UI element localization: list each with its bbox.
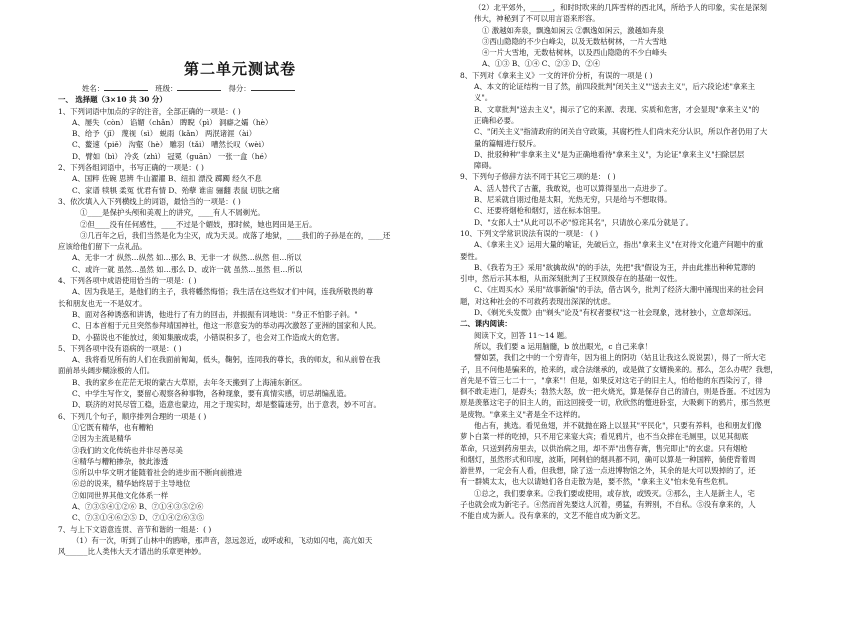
text-line: C、⑦③①④⑥②⑤ D、⑦①④②⑥③⑤ — [72, 513, 205, 523]
text-line: 面前昂头阔步糊涂极的人们。 — [58, 366, 155, 376]
text-line: A、屡失（còn） 谄媚（chǎn） 睥睨（pì） 洞癖之孀（hè） — [72, 117, 273, 127]
left-column — [58, 54, 428, 557]
text-line: 7、与上下文语意连贯、音节和谐的一组是：( ) — [58, 524, 212, 534]
text-line: B、给予（jǐ） 蔑视（sì） 蜕雨（kǎn） 两泯诸涯（ài） — [72, 129, 257, 139]
text-line: D、"女郎人士"从此可以不必"惊诧其名"，只请放心来瓜分就是了。 — [474, 217, 694, 227]
text-line: ②因为主流是精华 — [72, 434, 132, 444]
text-line: 3、依次填入入下列横线上的词语，最恰当的一项是：( ) — [58, 196, 241, 206]
text-line: 是废物。"拿来主义"者是全不这样的。 — [460, 409, 586, 419]
text-line: 徊不敢走进门，是孬头；勃然大怒，放一把火烧光，算是保存自己的清白，则是昏蛋。不过因为 — [460, 387, 771, 397]
text-line: 有一群姨太太，也大以请她们各自走散为是，要不然，"拿来主义"怕未免有些危机。 — [460, 477, 733, 487]
text-line: ③西山隐隐的不少白峰尖，以及无数枯树林，一片大雪地 — [482, 36, 667, 46]
text-line: 2、下列各组词语中，书写正确的一项是：( ) — [58, 163, 204, 173]
text-line: B、面对各种诱惑和讲诱，他进行了有力的回击，并振振有词地说："身正不怕影子斜。" — [72, 309, 358, 319]
text-line: D、臂如（bì） 冷炙（zhì） 冠冕（guān） 一张一盒（hé） — [72, 151, 272, 161]
text-line: A、①③ B、①④ C、②③ D、②④ — [482, 59, 601, 69]
text-line: C、日本首相于元旦突然参拜靖国神社，他这一形意妄为的举动再次激怒了亚洲的国家和人民。 — [72, 321, 381, 331]
text-line: A、活人替代了古董，我敢说，也可以算得显出一点进步了。 — [474, 183, 672, 193]
student-info-line — [58, 82, 428, 94]
text-line: 长和朋友也无一不是奴才。 — [58, 298, 147, 308]
text-line: A、我将看见所有的人们在我面前匍匐，低头，鞠躬，连同我的尊长，我的师友，和从前曾在我 — [72, 355, 381, 365]
right-column — [460, 2, 830, 522]
text-line: 游世界，一定会有人看，但我想，除了送一点进博物馆之外，其余的是大可以毁掉的了，还 — [460, 466, 756, 476]
text-line: 首先是不管三七二十一，"拿来"！但是，如果反对这宅子的旧主人，怕给他的东西染污了，徘 — [460, 375, 763, 385]
text-line: A、无非一才 纵然…纵然 如…那么 B、无非一才 纵然…纵然 但…所以 — [72, 253, 302, 263]
text-line: 譬如罢，我们之中的一个穷青年，因为祖上的阴功（姑且让我这么说说罢），得了一所大宅 — [474, 353, 766, 363]
class-label: 班级： — [155, 84, 178, 93]
text-line: 原是羡慕这宅子的旧主人的，而这回接受一切，欣欣然的蹩进卧室，大吸剩下的鸦片，那当然更 — [460, 398, 771, 408]
text-line: 正确和必要。 — [474, 115, 519, 125]
text-line: 和烟灯，虽然形式和印度，波斯，阿剌伯的烟具都不同，确可以算是一种国粹，倘使背着周 — [460, 454, 756, 464]
text-line: D、批驳种种"非拿来主义"是为正确地看待"拿来主义"，为论证"拿来主义"扫除层层 — [474, 149, 745, 159]
text-line: B、我的家乡在茫茫无垠的蒙古大草原，去年冬天搬到了上海浦东新区。 — [72, 377, 307, 387]
text-line: （2）北平郊外，______，和时时吹来的几阵雪样的西北风，所给予人的印象，实在是深刻 — [474, 3, 767, 12]
left-question-list — [58, 94, 428, 557]
text-line: A、本文的论证结构一目了然，前四段批判"闭关主义""送去主义"，后六段论述"拿来主 — [474, 82, 756, 92]
text-line: 不能自成为新人。没有拿来的，文艺不能自成为新文艺。 — [460, 511, 645, 521]
text-line: 要性。 — [460, 251, 483, 261]
text-line: ③我们的文化传统也并非尽善尽美 — [72, 445, 183, 455]
text-line: 子，且不问他是骗来的，抢来的，或合法继承的，或是做了女婿换来的。那么，怎么办呢？我想， — [460, 364, 778, 374]
text-line: B、尼采就自诩过他是太阳，光热无穷，只是给与不想取得。 — [474, 195, 672, 205]
text-line: 革命，只送到药房里去，以供治病之用，却不弄"出售存膏，售完即止"的玄虚。只有烟枪 — [460, 443, 748, 453]
text-line: 萝卜白菜一样的吃掉，只不用它来宴大宾；看见鸦片，也不当众摔在毛厕里，以见其彻底 — [460, 432, 749, 442]
text-line: ④精华与糟粕掺杂，彼此渗透 — [72, 456, 169, 466]
text-line: 子也就会成为新宅子。④然而首先要这人沉着，勇猛，有辨别，不自私。⑤没有拿来的，人 — [460, 500, 756, 510]
text-line: 5、下列各项中没有语病的一项是：( ) — [58, 343, 182, 353]
text-line: ① 激越如奔泉，飘逸如闲云 ②飘逸如闲云，激越如奔泉 — [482, 25, 665, 35]
text-line: ⑤所以中华文明才能随着社会的进步而不断向前推进 — [72, 468, 242, 478]
text-line: 1、下列词语中加点的字的注音，全部正确的一项是：( ) — [58, 106, 241, 116]
text-line: 8、下列对《拿来主义》一文的评价分析，有误的一项是 ( ) — [460, 70, 653, 80]
class-blank[interactable] — [177, 82, 221, 91]
text-line: 所以，我们要 a 运用脑髓，b 放出眼光，c 自己来拿！ — [474, 341, 652, 351]
text-line: 风______比人类伟大天才谱出的乐章更神妙。 — [58, 547, 206, 557]
text-line: ①总之，我们要拿来。②我们要或使用，或存放，或毁灭。③那么，主人是新主人，宅 — [474, 488, 755, 498]
text-line: 障碍。 — [474, 161, 497, 171]
text-line: 义"。 — [474, 93, 493, 103]
text-line: ①它既有精华，也有糟粕 — [72, 422, 154, 432]
page-title: 第二单元测试卷 — [183, 60, 296, 78]
text-line: ③几百年之后，我们当然是化为尘灭，成为天灵。成落了地狱，____我们的子孙是在的，____还 — [80, 230, 391, 240]
text-line: D、联济的对民尽管工稳，造意也蒙边，用之于现实时，却是整篇迷劳，出于意表，妙不可言。 — [72, 400, 381, 410]
name-blank[interactable] — [104, 82, 148, 91]
text-line: D、《剃光头发微》由"剃头"论及"有权者要权"这一社会现象，选材独小，立意却深远。 — [474, 308, 756, 318]
text-line: （1）有一次，听到了山林中的鸥啼，那声音，忽远忽近，或呼或和，飞动如闪电，高亢如天 — [72, 535, 373, 545]
text-line: 6、下列几个句子，顺序排列合理的一项是 ( ) — [58, 411, 207, 421]
text-line: ①____是保护头颅和美观上的讲究，____有人不屑剃光。 — [80, 208, 265, 218]
text-line: C、《庄周买水》采用"故事新编"的手法，借古讽今，批判了经济大潮中涌现出来的社会问 — [474, 285, 764, 295]
text-line: 4、下列各项中成语使用恰当的一项是：( ) — [58, 276, 197, 286]
text-line: D、小猫说也不能放过，须知集腋成裘，小错误积多了，也会对工作造成大的危害。 — [72, 332, 344, 342]
text-line: 阅读下文，回答 11～14 题。 — [474, 330, 572, 340]
score-label: 得分： — [228, 84, 251, 93]
text-line: 题，对这种社会的不可救药表现出深深的忧虑。 — [460, 296, 616, 306]
score-blank[interactable] — [251, 82, 295, 91]
text-line: B、《我若为王》采用"欲擒故纵"的的手法，先把"我"假设为王，并由此推出种种荒谬的 — [474, 262, 756, 272]
name-label: 姓名： — [82, 84, 105, 93]
text-line: 伟大，神秘到了不可以用言语来形容。 — [474, 14, 600, 24]
text-line: ④一片大雪地，无数枯树林，以及西山隐隐的不少白峰头 — [482, 48, 667, 58]
text-line: 他占有，挑选。看见鱼翅，并不就抛在路上以显其"平民化"，只要有养料，也和朋友们像 — [474, 420, 762, 430]
text-line: C、家谱 犊犋 柔冤 忧君有情 D、殆孽 谁宙 骊翻 表鼠 切肤之痛 — [72, 185, 280, 195]
text-line: 10、下列文学常识说法有误的一项是： ( ) — [460, 228, 599, 238]
text-line: 9、下列句子修辞方法不同于其它三项的是： ( ) — [460, 172, 616, 182]
text-line: ②但____没有任何感性，____不过是个媚妓，那时候，她也罔田是王后。 — [80, 219, 317, 229]
text-line: 应该给他们留下一点礼品。 — [58, 242, 147, 252]
section-heading: 一、 选择题（3×10 共 30 分） — [58, 95, 167, 105]
text-line: C、中学生写作文，要留心观察各种事物，各种现象，要有真情实感，切忌胡编乱造。 — [72, 389, 352, 399]
text-line: A、⑦③⑤④①②⑥ B、⑦①④③⑤②⑥ — [72, 501, 204, 511]
text-line: B、文章批判"送去主义"，揭示了它的来源、表现、实质和危害，才会显现"拿来主义"的 — [474, 104, 760, 114]
text-line: ⑦如同世界其他文化体系一样 — [72, 490, 169, 500]
text-line: A、国粹 佐碗 思辨 牛山濯濯 B、纽扣 漂没 踯躅 经久不息 — [72, 174, 262, 184]
text-line: 引申，然后示其本相，从而深刻批判了王权顶级存在的基础一奴性。 — [460, 274, 682, 284]
text-line: 量的篇幅进行驳斥。 — [474, 138, 541, 148]
text-line: ⑥总的说来，精华始终居于主导地位 — [72, 479, 191, 489]
section-heading: 二、课内阅读： — [460, 319, 512, 329]
right-question-list — [460, 2, 830, 522]
text-line: C、还要将烟枪和烟灯，送在标本馆里。 — [474, 206, 606, 216]
text-line: C、"闭关主义"指清政府的闭关自守政策，其腐朽性人们尚未充分认识，所以作者仍用了大 — [474, 127, 768, 137]
text-line: A、《拿来主义》运用大量的喻证，先破后立，指出"拿来主义"在对待文化遗产问题中的重 — [474, 240, 764, 250]
text-line: A、因为我是王，是他们的主子，我将幡然悔悟；我生活在这些奴才们中间，连我所敬畏的尊 — [72, 287, 373, 297]
text-line: C、鳌速（piě） 沟壑（hè） 雕羽（tǎi） 嘈然长叹（wèi） — [72, 140, 269, 150]
text-line: C、或许一就 虽然…虽然 如…那么 D、或许一就 虽然…虽然 但…所以 — [72, 264, 303, 274]
